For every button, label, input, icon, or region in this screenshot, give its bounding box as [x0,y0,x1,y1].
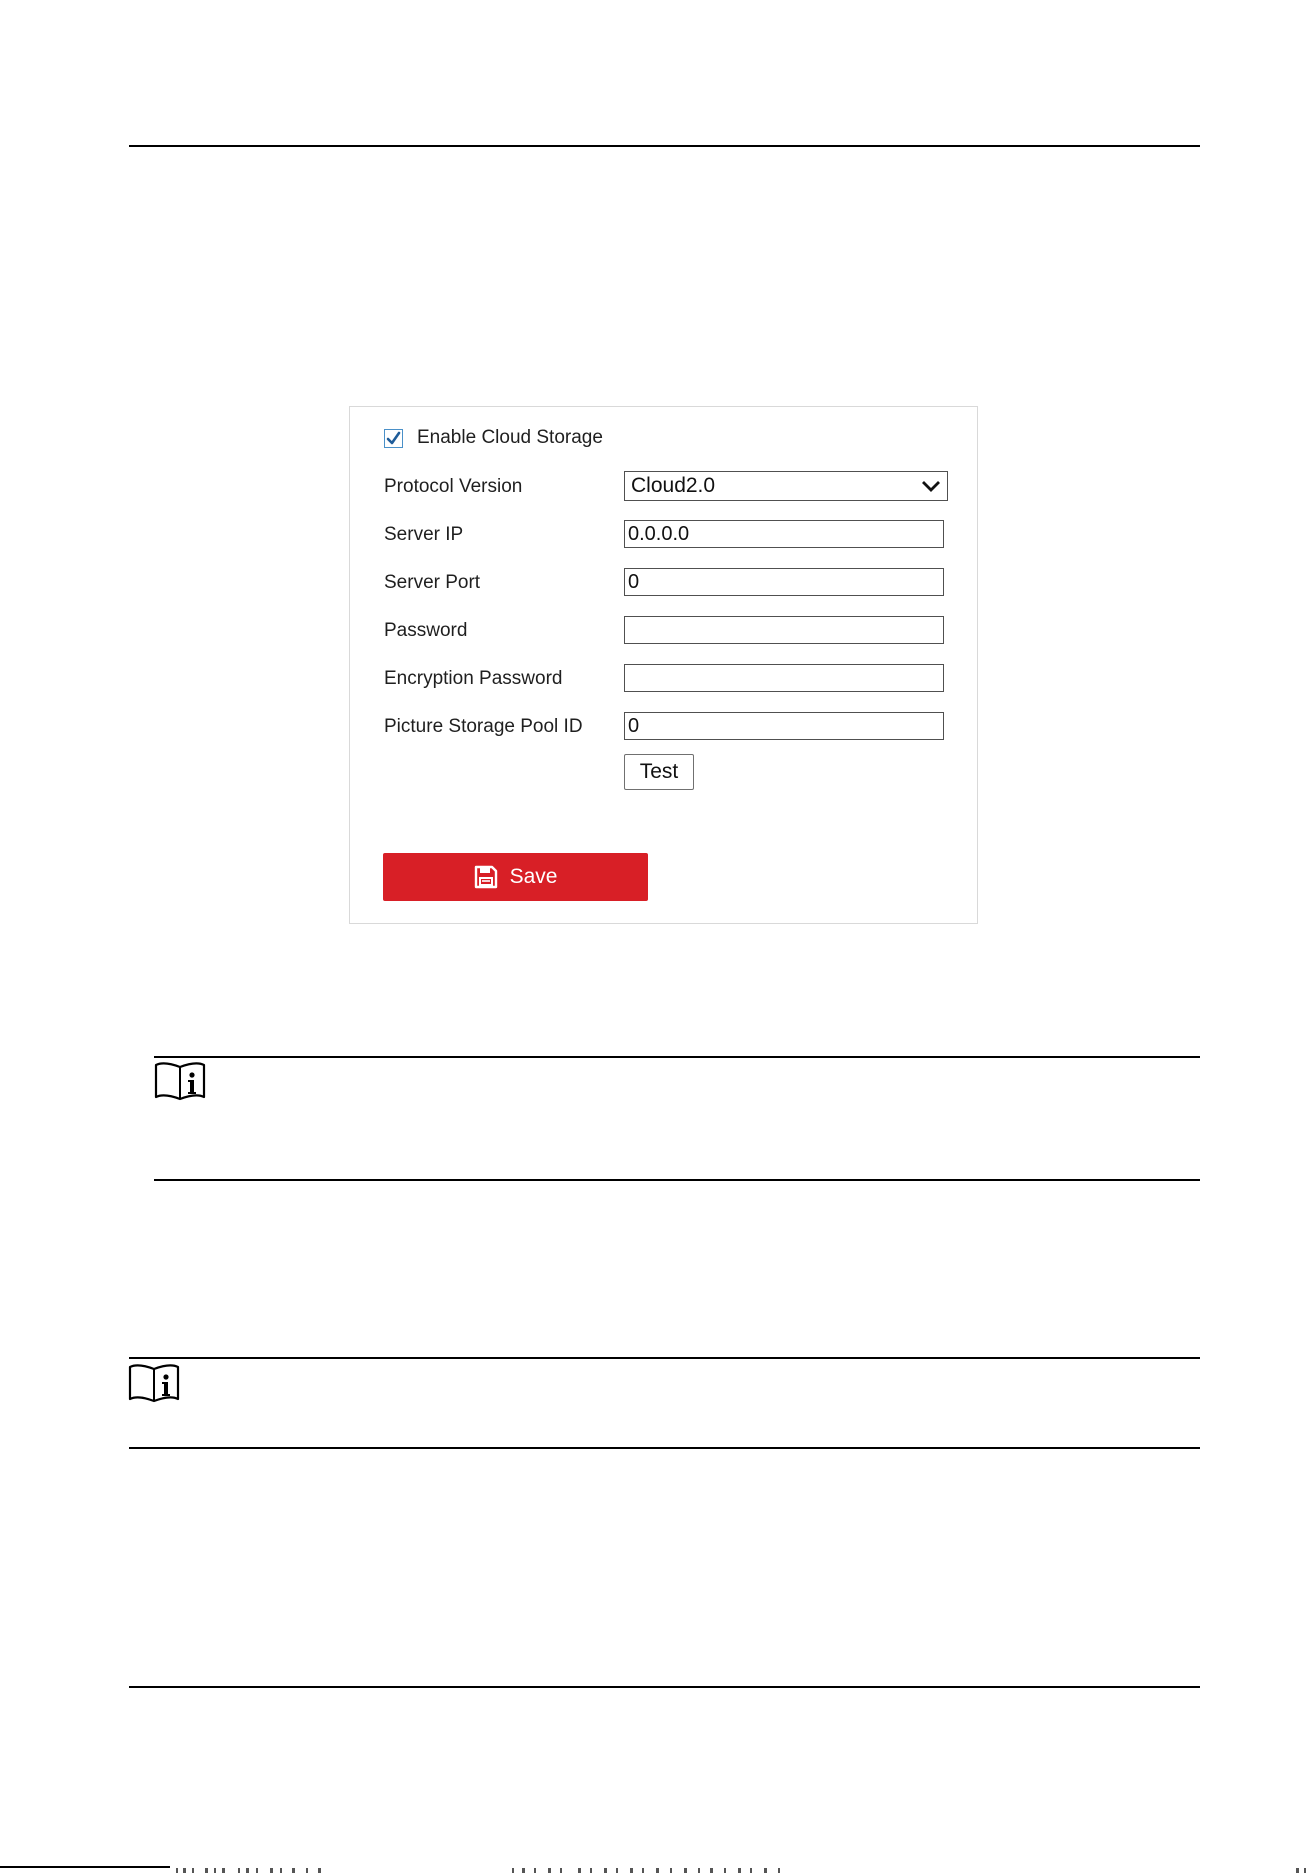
footer-rule [129,1686,1200,1688]
note-info-icon [128,1363,180,1403]
picture-storage-pool-id-label: Picture Storage Pool ID [384,716,583,737]
footer-text-fragment [0,1866,1313,1873]
floppy-disk-icon [474,865,498,889]
server-port-row [384,569,480,597]
password-input[interactable] [624,616,944,644]
server-port-label: Server Port [384,572,481,593]
note-bottom-rule [154,1179,1200,1181]
server-port-input[interactable] [624,568,944,596]
picture-storage-pool-id-input[interactable] [624,712,944,740]
note-top-rule [154,1056,1200,1058]
server-ip-row [384,521,463,549]
checkmark-icon [386,431,401,446]
chevron-down-icon [921,479,941,493]
password-label: Password [384,620,468,641]
note-info-icon [154,1061,206,1101]
test-button[interactable]: Test [624,754,694,790]
save-button[interactable] [383,853,648,901]
protocol-version-label: Protocol Version [384,476,523,497]
note-2-top-rule [129,1357,1200,1359]
encryption-password-input[interactable] [624,664,944,692]
enable-cloud-storage-label: Enable Cloud Storage [417,427,603,448]
password-row [384,617,467,645]
picture-storage-pool-id-row [384,713,583,741]
encryption-password-row [384,665,562,693]
save-button-label: Save [509,865,558,888]
encryption-password-label: Encryption Password [384,668,563,689]
header-rule [129,145,1200,147]
protocol-version-select[interactable] [624,471,948,501]
server-ip-input[interactable] [624,520,944,548]
protocol-version-row [384,473,522,501]
enable-cloud-storage-row [384,424,603,452]
server-ip-label: Server IP [384,524,464,545]
note-2-bottom-rule [129,1447,1200,1449]
cloud-storage-settings-panel [349,406,978,924]
protocol-version-value: Cloud2.0 [631,474,716,497]
enable-cloud-storage-checkbox[interactable] [384,429,403,448]
